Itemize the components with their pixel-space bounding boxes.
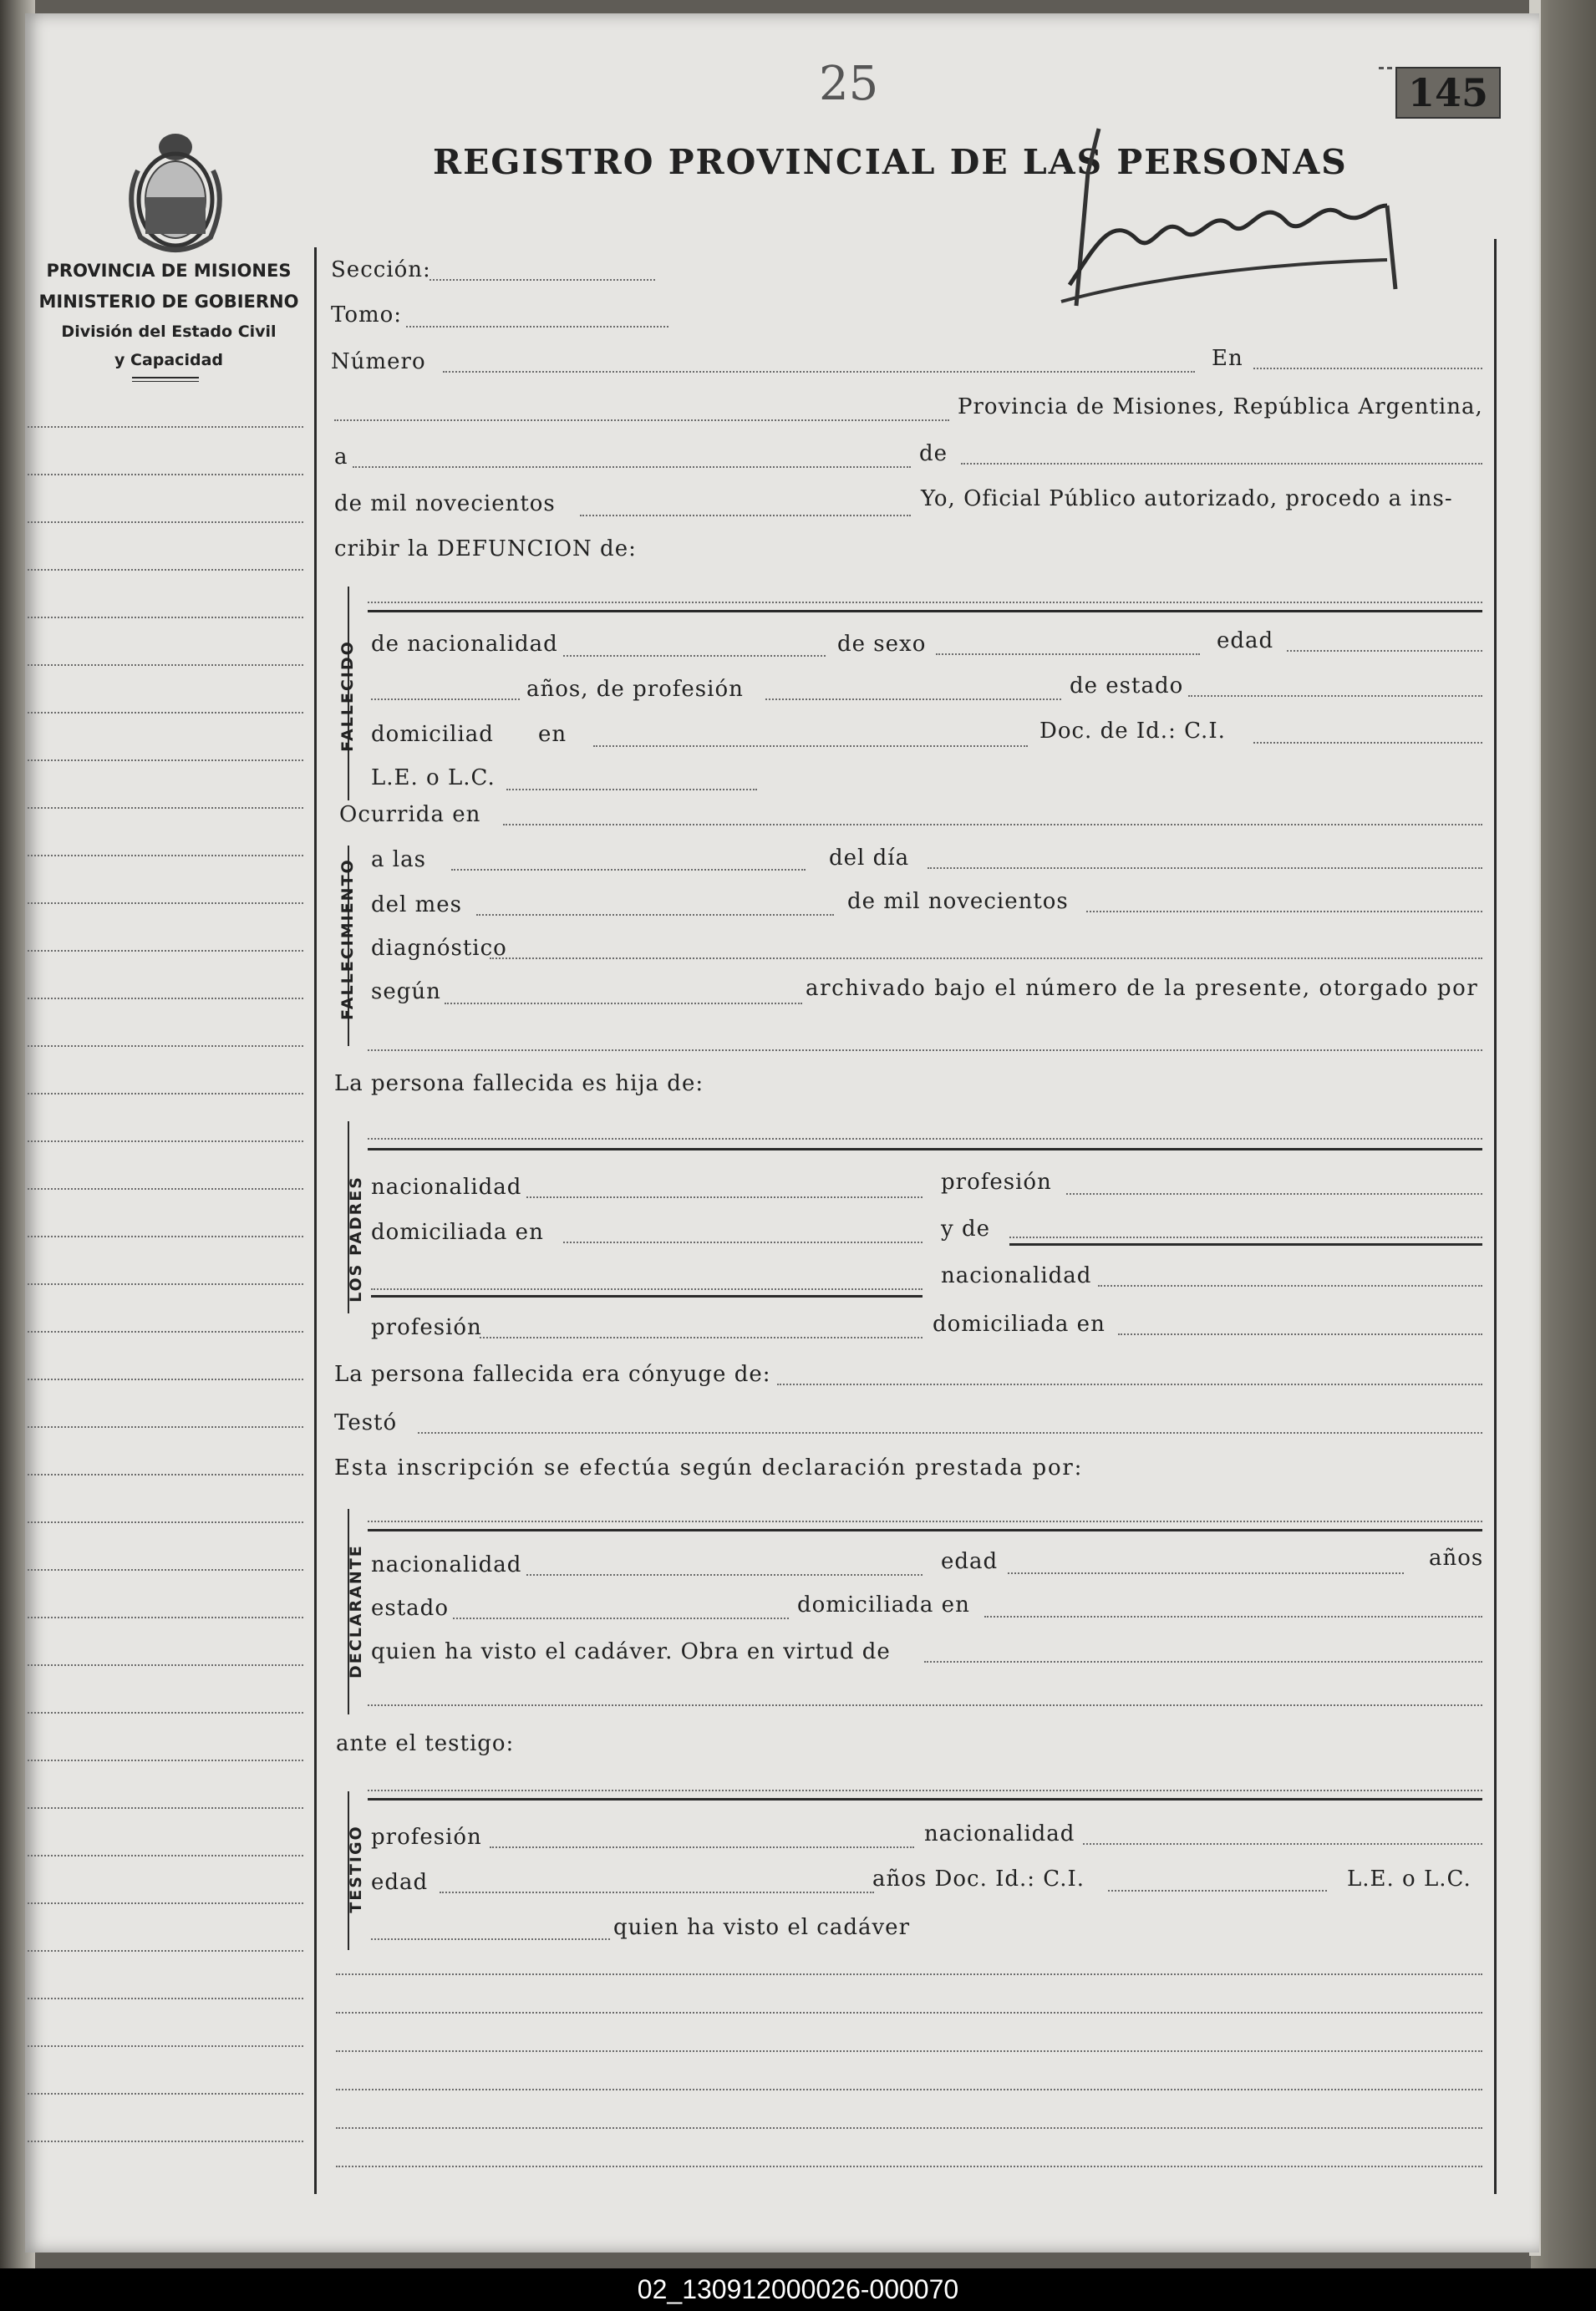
margin-line[interactable] <box>28 1664 303 1666</box>
label-inscripcion: Esta inscripción se efectúa según declaración prestada por: <box>334 1455 1084 1481</box>
margin-line[interactable] <box>28 1950 303 1952</box>
margin-line[interactable] <box>28 1807 303 1809</box>
side-label-testigo: TESTIGO <box>347 1825 365 1913</box>
margin-line[interactable] <box>28 1712 303 1714</box>
margin-line[interactable] <box>28 2141 303 2142</box>
margin-line[interactable] <box>28 1998 303 1999</box>
field-ci[interactable] <box>1253 742 1482 744</box>
field-estado-d[interactable] <box>453 1618 789 1619</box>
margin-line[interactable] <box>28 1855 303 1856</box>
field-mes[interactable] <box>476 914 834 916</box>
margin-line[interactable] <box>28 807 303 809</box>
margin-line[interactable] <box>28 1331 303 1333</box>
divider <box>368 610 1482 612</box>
field-seccion[interactable] <box>429 279 655 281</box>
margin-line[interactable] <box>28 1379 303 1380</box>
field-conyuge[interactable] <box>777 1384 1482 1385</box>
label-estado: de estado <box>1070 673 1184 698</box>
margin-line[interactable] <box>28 1283 303 1285</box>
annotation-line[interactable] <box>336 1973 1482 1975</box>
field-en[interactable] <box>1253 368 1482 369</box>
label-sexo: de sexo <box>837 632 927 657</box>
form-page <box>25 13 1539 2253</box>
annotation-line[interactable] <box>336 2166 1482 2167</box>
field-nacionalidad-t[interactable] <box>1083 1843 1482 1845</box>
margin-line[interactable] <box>28 1521 303 1523</box>
folio-stamp: 145 <box>1395 67 1501 119</box>
margin-line[interactable] <box>28 1188 303 1190</box>
label-le-t: L.E. o L.C. <box>1347 1867 1471 1892</box>
office-line-4: y Capacidad <box>114 351 223 369</box>
field-profesion-p[interactable] <box>1066 1193 1482 1195</box>
margin-line[interactable] <box>28 712 303 714</box>
field-nacionalidad-p[interactable] <box>526 1196 923 1198</box>
field-tomo[interactable] <box>406 326 668 328</box>
margin-line[interactable] <box>28 1045 303 1047</box>
label-nacionalidad: de nacionalidad <box>371 632 558 657</box>
margin-line[interactable] <box>28 521 303 523</box>
office-underline <box>132 377 199 378</box>
margin-line[interactable] <box>28 426 303 428</box>
margin-line[interactable] <box>28 2045 303 2047</box>
field-virtud-cont[interactable] <box>368 1704 1482 1706</box>
label-le: L.E. o L.C. <box>371 765 496 790</box>
label-numero: Número <box>331 349 426 374</box>
label-mil: de mil novecientos <box>334 491 556 516</box>
margin-line[interactable] <box>28 1426 303 1428</box>
label-testo: Testó <box>334 1410 398 1435</box>
margin-line[interactable] <box>28 1474 303 1475</box>
field-le[interactable] <box>506 789 757 790</box>
field-madre[interactable] <box>1009 1237 1482 1238</box>
label-profesion-p: profesión <box>941 1170 1052 1195</box>
label-nacionalidad-p: nacionalidad <box>371 1175 522 1200</box>
field-padre[interactable] <box>368 1138 1482 1140</box>
field-domiciliada-d[interactable] <box>984 1616 1482 1618</box>
field-virtud[interactable] <box>924 1661 1482 1663</box>
divider <box>368 1798 1482 1801</box>
label-edad: edad <box>1217 628 1274 653</box>
field-sexo[interactable] <box>936 653 1200 655</box>
side-label-padres: LOS PADRES <box>347 1176 365 1303</box>
right-rule <box>1494 239 1497 2194</box>
field-ocurrida[interactable] <box>503 824 1482 825</box>
coat-of-arms-icon <box>117 120 234 262</box>
office-line-1: PROVINCIA DE MISIONES <box>46 261 292 281</box>
field-otorgado[interactable] <box>368 1049 1482 1051</box>
label-nacionalidad-t: nacionalidad <box>924 1821 1075 1846</box>
divider <box>368 1529 1482 1531</box>
margin-line[interactable] <box>28 569 303 571</box>
label-edad-d: edad <box>941 1549 999 1574</box>
field-a[interactable] <box>353 466 911 468</box>
field-testo[interactable] <box>418 1432 1482 1434</box>
label-tomo: Tomo: <box>331 302 403 328</box>
label-deldia: del día <box>829 846 910 871</box>
field-diagnostico[interactable] <box>490 957 1482 959</box>
margin-line[interactable] <box>28 1617 303 1618</box>
label-domiciliada-m: domiciliada en <box>933 1312 1106 1337</box>
label-alas: a las <box>371 847 426 872</box>
margin-line[interactable] <box>28 1093 303 1095</box>
label-profesion-t: profesión <box>371 1825 482 1850</box>
margin-line[interactable] <box>28 759 303 761</box>
label-ocurrida: Ocurrida en <box>339 802 481 827</box>
margin-line[interactable] <box>28 474 303 475</box>
margin-line[interactable] <box>28 1760 303 1761</box>
margin-line[interactable] <box>28 617 303 618</box>
label-nacionalidad-m: nacionalidad <box>941 1263 1092 1288</box>
label-quien-d: quien ha visto el cadáver. Obra en virtud de <box>371 1639 891 1664</box>
label-profesion-m: profesión <box>371 1315 482 1340</box>
field-nacionalidad[interactable] <box>563 655 826 657</box>
field-profesion-t[interactable] <box>490 1846 914 1848</box>
field-profesion-m[interactable] <box>480 1337 923 1338</box>
label-segun: según <box>371 979 441 1004</box>
label-conyuge: La persona fallecida era cónyuge de: <box>334 1362 771 1387</box>
label-nacionalidad-d: nacionalidad <box>371 1552 522 1577</box>
field-anios[interactable] <box>371 698 520 700</box>
label-estado-d: estado <box>371 1596 449 1621</box>
margin-line[interactable] <box>28 998 303 999</box>
margin-line[interactable] <box>28 902 303 904</box>
margin-line[interactable] <box>28 1569 303 1571</box>
side-label-declarante: DECLARANTE <box>347 1544 365 1679</box>
label-anios-profesion: años, de profesión <box>526 677 744 702</box>
page-number-handwritten: 25 <box>819 57 879 111</box>
label-provincia: Provincia de Misiones, República Argentina, <box>958 394 1483 419</box>
office-underline <box>132 381 199 382</box>
margin-line[interactable] <box>28 855 303 856</box>
margin-line[interactable] <box>28 1902 303 1904</box>
label-archivado: archivado bajo el número de la presente, otorgado por <box>806 976 1479 1001</box>
label-edad-t: edad <box>371 1870 429 1895</box>
label-domiciliad: domiciliad <box>371 722 494 747</box>
field-nacionalidad-m[interactable] <box>1098 1285 1482 1287</box>
divider <box>1009 1243 1482 1246</box>
office-line-2: MINISTERIO DE GOBIERNO <box>38 292 299 312</box>
scan-filename: 02_130912000026-000070 <box>0 2268 1596 2311</box>
label-mil-fall: de mil novecientos <box>847 889 1069 914</box>
label-delmes: del mes <box>371 892 462 917</box>
label-doc-t: años Doc. Id.: C.I. <box>872 1867 1085 1892</box>
field-nombre-fallecido[interactable] <box>368 602 1482 603</box>
page-title: REGISTRO PROVINCIAL DE LAS PERSONAS <box>433 142 1348 182</box>
margin-line[interactable] <box>28 1236 303 1237</box>
label-de: de <box>919 441 948 466</box>
field-profesion[interactable] <box>765 698 1061 700</box>
annotation-line[interactable] <box>336 2012 1482 2014</box>
field-declarante[interactable] <box>368 1521 1482 1522</box>
field-lugar[interactable] <box>334 419 949 421</box>
office-line-3: División del Estado Civil <box>61 323 277 341</box>
field-segun[interactable] <box>445 1003 802 1004</box>
label-cribir: cribir la DEFUNCION de: <box>334 536 637 561</box>
label-quien-t: quien ha visto el cadáver <box>613 1915 911 1940</box>
divider <box>371 1295 923 1298</box>
label-a: a <box>334 444 348 470</box>
field-edad-t[interactable] <box>440 1892 874 1893</box>
label-padres-intro: La persona fallecida es hija de: <box>334 1071 704 1096</box>
field-domiciliada-p[interactable] <box>563 1242 923 1243</box>
field-dia[interactable] <box>928 867 1482 869</box>
label-anios-d: años <box>1429 1546 1484 1571</box>
field-anio-fall[interactable] <box>1086 911 1482 912</box>
label-domiciliada-d: domiciliada en <box>797 1592 970 1618</box>
annotation-line[interactable] <box>336 2050 1482 2052</box>
margin-line[interactable] <box>28 664 303 666</box>
label-yde: y de <box>941 1216 990 1242</box>
margin-line[interactable] <box>28 950 303 952</box>
field-testigo[interactable] <box>368 1790 1482 1791</box>
label-doc: Doc. de Id.: C.I. <box>1039 719 1226 744</box>
field-hora[interactable] <box>451 869 806 871</box>
annotation-line[interactable] <box>336 2127 1482 2129</box>
field-domiciliada-m[interactable] <box>1118 1333 1482 1335</box>
margin-line[interactable] <box>28 1140 303 1142</box>
label-en: En <box>1212 346 1243 371</box>
field-edad[interactable] <box>1287 650 1482 652</box>
field-de[interactable] <box>961 463 1482 465</box>
side-label-fallecido: FALLECIDO <box>338 640 357 752</box>
label-domiciliada-p: domiciliada en <box>371 1220 544 1245</box>
margin-line[interactable] <box>28 2093 303 2095</box>
label-yo: Yo, Oficial Público autorizado, procedo a ins- <box>921 486 1453 511</box>
field-anio[interactable] <box>580 515 911 516</box>
label-seccion: Sección: <box>331 257 431 282</box>
field-madre-cont[interactable] <box>371 1288 923 1290</box>
label-testigo-intro: ante el testigo: <box>336 1731 515 1756</box>
field-estado[interactable] <box>1188 695 1482 697</box>
label-diagnostico: diagnóstico <box>371 936 507 961</box>
signature-mark <box>1036 114 1429 339</box>
field-ci-t[interactable] <box>1108 1890 1327 1892</box>
field-edad-d[interactable] <box>1008 1572 1404 1574</box>
field-nacionalidad-d[interactable] <box>526 1574 923 1576</box>
label-en-dom: en <box>538 722 567 747</box>
divider <box>368 1148 1482 1150</box>
field-domicilio[interactable] <box>593 745 1028 747</box>
field-testigo-extra[interactable] <box>371 1938 610 1940</box>
field-numero[interactable] <box>443 371 1195 373</box>
margin-rule <box>314 247 317 2194</box>
annotation-line[interactable] <box>336 2089 1482 2090</box>
side-label-fallecimiento: FALLECIMIENTO <box>338 858 357 1020</box>
